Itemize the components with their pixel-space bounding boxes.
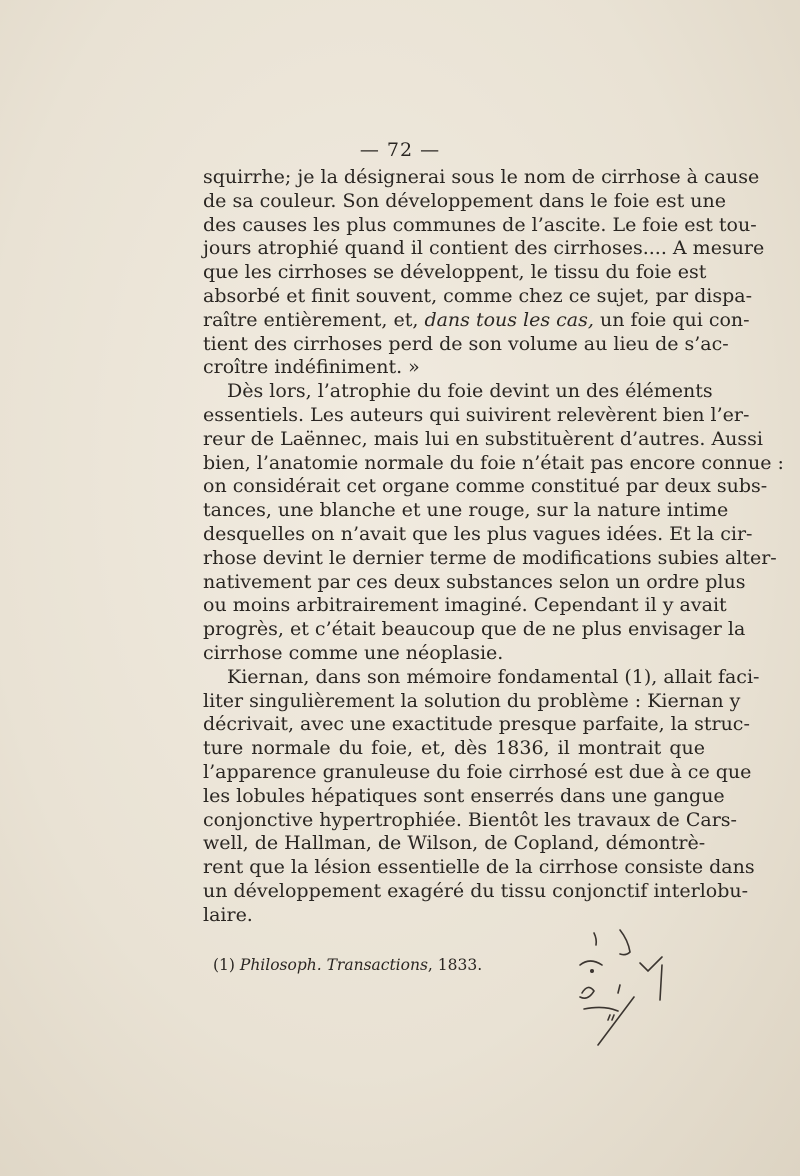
text-line: desquelles on n’avait que les plus vagues idées. Et la cir- [203, 522, 753, 545]
pencil-scribble [570, 925, 680, 1050]
text-line: absorbé et finit souvent, comme chez ce sujet, par dispa- [203, 284, 752, 307]
body-text [203, 166, 784, 928]
text-line: croître indéfiniment. » [203, 356, 420, 379]
text-line: l’apparence granuleuse du foie cirrhosé est due à ce que [203, 760, 752, 783]
paragraph [203, 380, 784, 666]
text-line: tances, une blanche et une rouge, sur la nature intime [203, 499, 729, 522]
paragraph [203, 166, 765, 380]
text-line: progrès, et c’était beaucoup que de ne plus envisager la [203, 618, 746, 641]
text-line: conjonctive hypertrophiée. Bientôt les travaux de Cars- [203, 808, 737, 831]
text-line: on considérait cet organe comme constitué par deux subs- [203, 475, 768, 498]
text-line: nativement par ces deux substances selon un ordre plus [203, 570, 746, 593]
text-line: squirrhe; je la désignerai sous le nom de cirrhose à cause [203, 166, 760, 188]
paragraph [203, 665, 760, 928]
text-line: tient des cirrhoses perd de son volume au lieu de s’ac- [203, 332, 729, 355]
text-segment: raître entièrement, et, [203, 308, 425, 331]
text-line: essentiels. Les auteurs qui suivirent relevèrent bien l’er- [203, 403, 750, 426]
text-line: rhose devint le dernier terme de modifications subies alter- [203, 546, 777, 569]
text-line: que les cirrhoses se développent, le tissu du foie est [203, 261, 707, 284]
footnote-date: , 1833. [427, 956, 483, 974]
footnote-marker: (1) [213, 956, 240, 974]
text-line: rent que la lésion essentielle de la cirrhose consiste dans [203, 856, 755, 879]
text-line: bien, l’anatomie normale du foie n’était pas encore connue : [203, 451, 784, 474]
text-line: de sa couleur. Son développement dans le foie est une [203, 189, 726, 212]
text-line: liter singulièrement la solution du problème : Kiernan y [203, 689, 741, 712]
text-line: well, de Hallman, de Wilson, de Copland, démontrè- [203, 832, 706, 855]
page-number: — 72 — [359, 139, 441, 161]
text-line: reur de Laënnec, mais lui en substituèrent d’autres. Aussi [203, 427, 763, 450]
text-line: Dès lors, l’atrophie du foie devint un des éléments [227, 380, 713, 403]
text-line: des causes les plus communes de l’ascite. Le foie est tou- [203, 213, 757, 236]
text-line: ture normale du foie, et, dès 1836, il montrait que [203, 737, 705, 760]
text-line: cirrhose comme une néoplasie. [203, 641, 504, 664]
text-line: les lobules hépatiques sont enserrés dans une gangue [203, 784, 725, 807]
text-line: un développement exagéré du tissu conjonctif interlobu- [203, 879, 749, 902]
footnote-source: Philosoph. Transactions [239, 956, 428, 974]
text-line [203, 308, 750, 333]
text-line: décrivait, avec une exactitude presque parfaite, la struc- [203, 713, 750, 736]
footnote [213, 956, 482, 974]
text-line: ou moins arbitrairement imaginé. Cependant il y avait [203, 594, 727, 617]
text-segment: un foie qui con- [593, 308, 750, 331]
text-line: jours atrophié quand il contient des cirrhoses.... A mesure [203, 237, 765, 260]
text-line: Kiernan, dans son mémoire fondamental (1), allait faci- [227, 665, 760, 688]
text-line: laire. [203, 903, 253, 926]
emphasis: dans tous les cas, [424, 308, 594, 331]
